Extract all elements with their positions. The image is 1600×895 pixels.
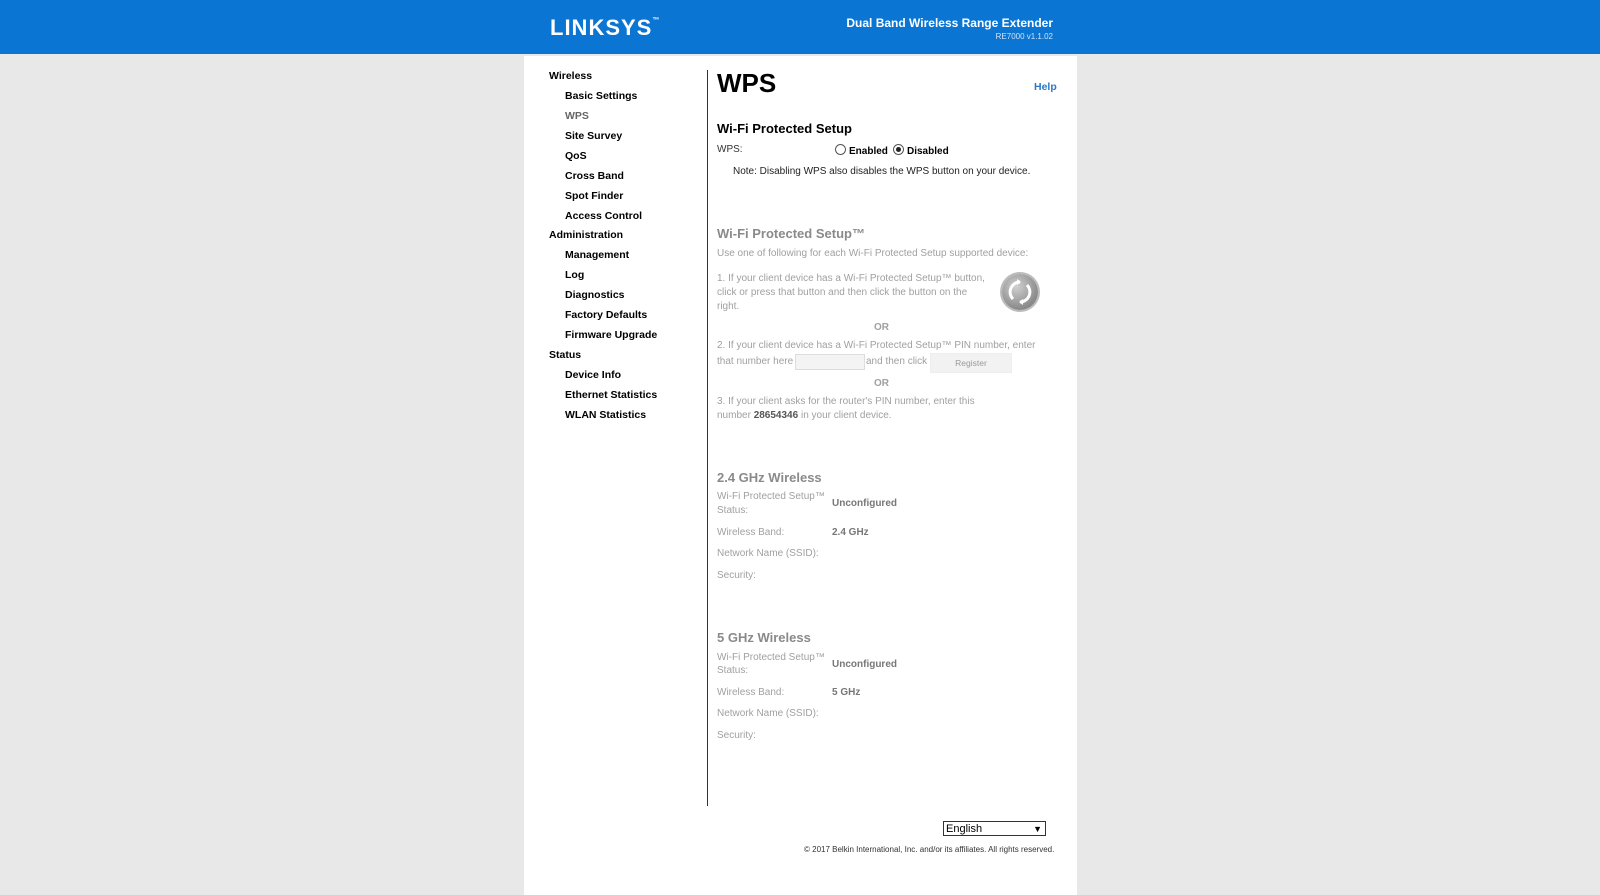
wps-push-button[interactable] [1002, 274, 1038, 310]
band24-ssid-label: Network Name (SSID): [717, 548, 819, 559]
sidebar-item-site-survey[interactable]: Site Survey [565, 130, 623, 142]
option1-line2: click or press that button and then click the button on the [717, 287, 968, 298]
sidebar-item-wlan-statistics[interactable]: WLAN Statistics [565, 409, 647, 421]
sidebar-item-diagnostics[interactable]: Diagnostics [565, 289, 625, 301]
chevron-down-icon: ▼ [1033, 824, 1042, 834]
band5-security-label: Security: [717, 730, 756, 741]
wps-enabled-radio[interactable] [835, 144, 846, 155]
language-select[interactable] [943, 821, 1046, 836]
band5-ssid-label: Network Name (SSID): [717, 708, 819, 719]
sidebar-item-factory-defaults[interactable]: Factory Defaults [565, 309, 648, 321]
wps-enabled-option[interactable] [835, 144, 888, 157]
option1-line1: 1. If your client device has a Wi-Fi Protected Setup™ button, [717, 273, 985, 284]
sidebar-item-device-info[interactable]: Device Info [565, 369, 622, 381]
firmware-version: RE7000 v1.1.02 [995, 32, 1053, 41]
wps-note: Note: Disabling WPS also disables the WPS button on your device. [733, 166, 1031, 177]
sidebar-item-firmware-upgrade[interactable]: Firmware Upgrade [565, 329, 658, 341]
sidebar-item-management[interactable]: Management [565, 249, 630, 261]
sidebar-item-cross-band[interactable]: Cross Band [565, 170, 624, 182]
wps-label: WPS: [717, 144, 743, 155]
sidebar-item-qos[interactable]: QoS [565, 150, 587, 162]
option2-prefix: that number here [717, 356, 794, 367]
top-banner [0, 0, 1600, 54]
sidebar-item-ethernet-statistics[interactable]: Ethernet Statistics [565, 389, 658, 401]
wps-arrows-icon [1002, 274, 1038, 310]
option3-line2 [717, 410, 892, 421]
wps-tm-heading: Wi-Fi Protected Setup™ [717, 226, 865, 241]
product-name: Dual Band Wireless Range Extender [846, 16, 1053, 30]
sidebar-item-access-control[interactable]: Access Control [565, 210, 643, 222]
band24-security-label: Security: [717, 570, 756, 581]
wps-disabled-label: Disabled [907, 146, 949, 157]
main-panel [524, 56, 1077, 895]
option2-suffix: and then click [866, 356, 928, 367]
wps-setup-heading: Wi-Fi Protected Setup [717, 121, 852, 136]
copyright: © 2017 Belkin International, Inc. and/or its affiliates. All rights reserved. [804, 845, 1055, 854]
option2-line1: 2. If your client device has a Wi-Fi Protected Setup™ PIN number, enter [717, 340, 1036, 351]
wps-disabled-radio[interactable] [893, 144, 904, 155]
sidebar-item-spot-finder[interactable]: Spot Finder [565, 190, 624, 202]
page-title: WPS [717, 68, 777, 98]
option3-suffix: in your client device. [800, 410, 892, 421]
help-link[interactable]: Help [1034, 81, 1057, 93]
register-button[interactable]: Register [930, 353, 1012, 373]
or-separator-1: OR [874, 322, 889, 333]
nav-section-administration[interactable]: Administration [549, 229, 624, 241]
band24-band-label: Wireless Band: [717, 527, 785, 538]
wps-enabled-label: Enabled [849, 146, 888, 157]
band5-heading: 5 GHz Wireless [717, 630, 811, 645]
wps-intro: Use one of following for each Wi-Fi Protected Setup supported device: [717, 248, 1029, 259]
router-pin: 28654346 [753, 410, 799, 421]
wps-disabled-option[interactable] [893, 144, 949, 157]
or-separator-2: OR [874, 378, 889, 389]
content-divider [707, 70, 708, 806]
band5-status-label-2: Status: [717, 665, 749, 676]
option3-line1: 3. If your client asks for the router's PIN number, enter this [717, 396, 975, 407]
band5-status-label-1: Wi-Fi Protected Setup™ [717, 652, 825, 663]
pin-input[interactable] [795, 354, 865, 370]
nav-section-wireless[interactable]: Wireless [549, 70, 593, 82]
option3-prefix: number [717, 410, 751, 421]
sidebar-item-wps[interactable]: WPS [565, 110, 589, 122]
band5-band-label: Wireless Band: [717, 687, 785, 698]
band5-band-value: 5 GHz [832, 687, 861, 698]
sidebar-item-basic-settings[interactable]: Basic Settings [565, 90, 638, 102]
band24-heading: 2.4 GHz Wireless [717, 470, 822, 485]
product-info [846, 16, 1053, 41]
linksys-logo: LINKSYS™ [550, 15, 660, 40]
option1-line3: right. [717, 301, 740, 312]
band24-band-value: 2.4 GHz [832, 527, 869, 538]
band5-status-value: Unconfigured [832, 659, 897, 670]
sidebar-item-log[interactable]: Log [565, 269, 585, 281]
nav-section-status[interactable]: Status [549, 349, 582, 361]
band24-status-value: Unconfigured [832, 498, 897, 509]
language-selected: English [946, 823, 983, 835]
band24-status-label-1: Wi-Fi Protected Setup™ [717, 491, 825, 502]
band24-status-label-2: Status: [717, 505, 749, 516]
